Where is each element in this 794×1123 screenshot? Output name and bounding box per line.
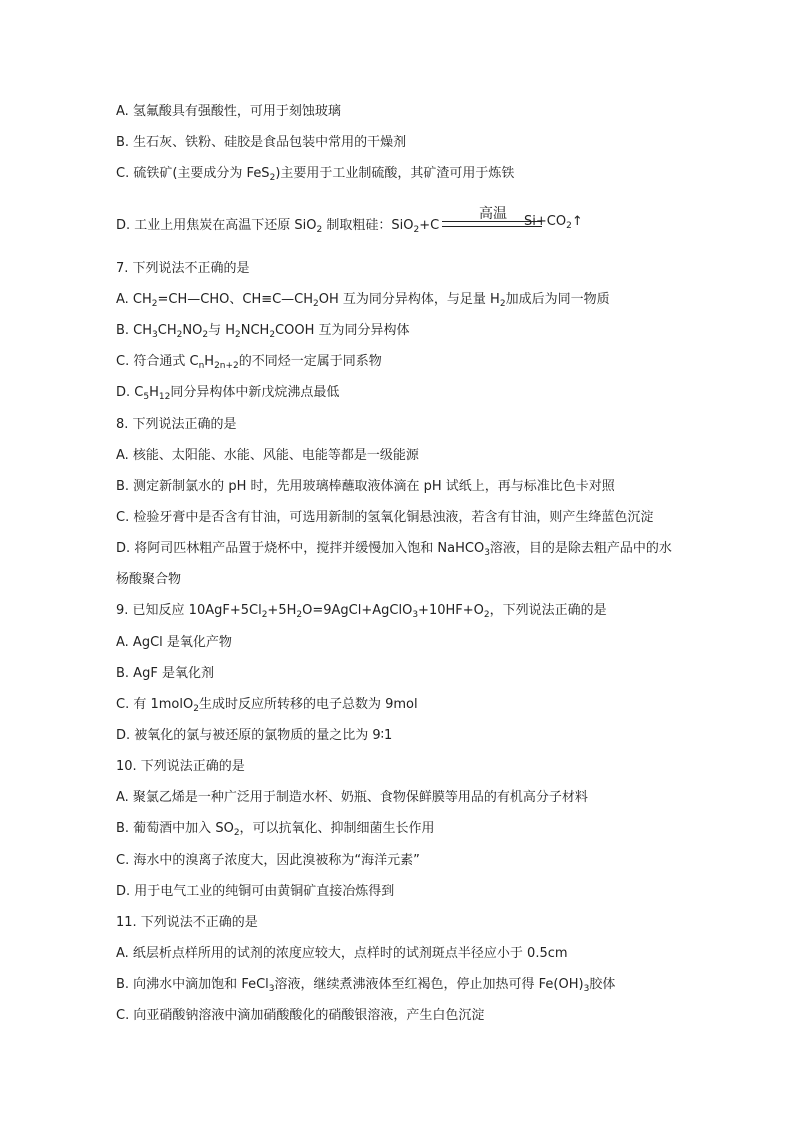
- reaction-condition: 高温: [479, 206, 507, 222]
- q8-option-d: D. 将阿司匹林粗产品置于烧杯中，搅拌并缓慢加入饱和 NaHCO$_3$溶液，目的是除去粗产品中的水: [116, 541, 672, 558]
- q6-option-a: A. 氢氟酸具有强酸性，可用于刻蚀玻璃: [116, 104, 341, 119]
- q10-option-c: C. 海水中的溴离子浓度大，因此溴被称为“海洋元素”: [116, 853, 420, 868]
- q8-option-d-continued: 杨酸聚合物: [116, 572, 182, 587]
- q10-option-a: A. 聚氯乙烯是一种广泛用于制造水杯、奶瓶、食物保鲜膜等用品的有机高分子材料: [116, 790, 588, 805]
- q10-option-b: B. 葡萄酒中加入 $SO_2$，可以抗氧化、抑制细菌生长作用: [116, 821, 435, 838]
- q8-title: 8. 下列说法正确的是: [116, 417, 237, 432]
- q10-title: 10. 下列说法正确的是: [116, 759, 245, 774]
- q6-option-c: C. 硫铁矿(主要成分为 FeS$_2$)主要用于工业制硫酸，其矿渣可用于炼铁: [116, 166, 515, 183]
- q9-option-d: D. 被氧化的氯与被还原的氯物质的量之比为 9∶1: [116, 728, 393, 743]
- q9-option-b: B. AgF 是氧化剂: [116, 666, 214, 681]
- q11-option-c: C. 向亚硝酸钠溶液中滴加硝酸酸化的硝酸银溶液，产生白色沉淀: [116, 1008, 485, 1023]
- q7-option-a: A. $CH_2=CH—CHO$、$CH\equiv C—CH_2OH$ 互为同分异构体，与足量 $H_2$加成后为同一物质: [116, 292, 610, 309]
- q6-option-b: B. 生石灰、铁粉、硅胶是食品包装中常用的干燥剂: [116, 135, 407, 150]
- q10-option-d: D. 用于电气工业的纯铜可由黄铜矿直接冶炼得到: [116, 884, 395, 899]
- q7-option-c: C. 符合通式 $C_nH_{2n+2}$的不同烃一定属于同系物: [116, 354, 382, 371]
- q8-option-a: A. 核能、太阳能、水能、风能、电能等都是一级能源: [116, 448, 419, 463]
- q6-option-d-text: D. 工业上用焦炭在高温下还原 SiO$_2$ 制取粗硅：SiO$_2$+C: [116, 218, 440, 235]
- q7-option-b: B. $CH_3CH_2NO_2$与 $H_2NCH_2COOH$ 互为同分异构体: [116, 323, 410, 340]
- q7-title: 7. 下列说法不正确的是: [116, 261, 250, 276]
- q11-title: 11. 下列说法不正确的是: [116, 915, 258, 930]
- q8-option-c: C. 检验牙膏中是否含有甘油，可选用新制的氢氧化铜悬浊液，若含有甘油，则产生绛蓝色沉淀: [116, 510, 654, 525]
- q7-option-d: D. $C_5H_{12}$同分异构体中新戊烷沸点最低: [116, 385, 340, 402]
- q9-option-a: A. AgCl 是氧化产物: [116, 635, 232, 650]
- q8-option-b: B. 测定新制氯水的 pH 时，先用玻璃棒蘸取液体滴在 pH 试纸上，再与标准比色卡对照: [116, 479, 615, 494]
- q9-option-c: C. 有 1molO$_2$生成时反应所转移的电子总数为 9mol: [116, 697, 418, 714]
- q11-option-a: A. 纸层析点样所用的试剂的浓度应较大，点样时的试剂斑点半径应小于 0.5cm: [116, 946, 568, 961]
- reaction-products: $Si+CO_2↑$: [524, 214, 583, 231]
- q9-title: 9. 已知反应 $10AgF+5Cl_2+5H_2O=9AgCl+AgClO_3+10HF+O_2$，下列说法正确的是: [116, 603, 607, 620]
- q11-option-b: B. 向沸水中滴加饱和 FeCl$_3$溶液，继续煮沸液体至红褐色，停止加热可得 $Fe(OH)_3$胶体: [116, 977, 616, 994]
